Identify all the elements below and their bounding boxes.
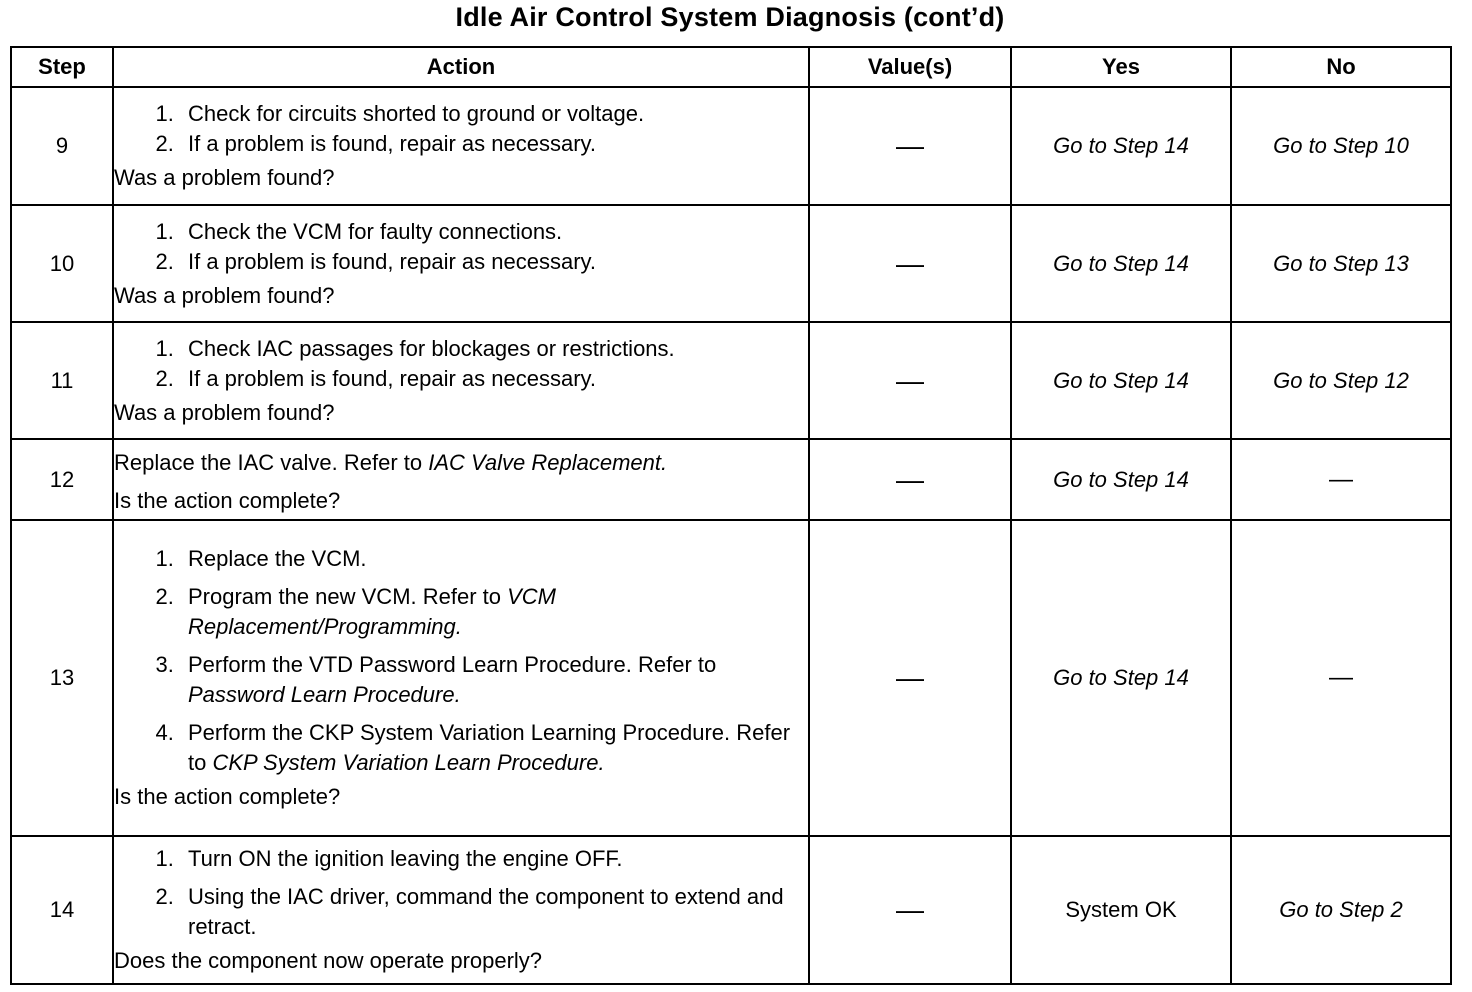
value-cell: —	[809, 836, 1011, 984]
no-cell: Go to Step 13	[1231, 205, 1451, 322]
action-cell	[113, 520, 809, 836]
action-item: 1. Turn ON the ignition leaving the engine OFF.	[180, 844, 808, 874]
reference-link: CKP System Variation Learn Procedure.	[212, 750, 605, 775]
action-item-text: Perform the VTD Password Learn Procedure. Refer to	[188, 652, 717, 677]
table-row	[11, 205, 1451, 322]
header-step: Step	[11, 47, 113, 87]
action-question: Is the action complete?	[114, 784, 341, 809]
action-item: 2. If a problem is found, repair as necessary.	[180, 129, 808, 159]
action-cell	[113, 836, 809, 984]
action-question: Was a problem found?	[114, 165, 335, 190]
yes-cell: Go to Step 14	[1011, 205, 1231, 322]
step-number: 11	[11, 322, 113, 439]
no-cell: Go to Step 10	[1231, 87, 1451, 205]
action-item: 2. If a problem is found, repair as necessary.	[180, 247, 808, 277]
action-cell	[113, 87, 809, 205]
action-list	[114, 217, 808, 277]
header-yes: Yes	[1011, 47, 1231, 87]
yes-cell: Go to Step 14	[1011, 322, 1231, 439]
reference-link: IAC Valve Replacement.	[428, 449, 668, 475]
action-item-text: Perform the CKP System Variation Learning Procedure. Refer to	[188, 720, 791, 775]
action-item-text: Program the new VCM. Refer to	[188, 584, 508, 609]
reference-link: Password Learn Procedure.	[188, 682, 461, 707]
no-cell: Go to Step 2	[1231, 836, 1451, 984]
action-question: Does the component now operate properly?	[114, 948, 543, 973]
no-cell: Go to Step 12	[1231, 322, 1451, 439]
step-number: 9	[11, 87, 113, 205]
table-row	[11, 836, 1451, 984]
yes-cell: Go to Step 14	[1011, 439, 1231, 520]
table-row	[11, 520, 1451, 836]
action-list	[114, 544, 808, 778]
action-list	[114, 99, 808, 159]
no-cell: —	[1231, 439, 1451, 520]
action-item	[180, 582, 808, 642]
action-cell	[113, 439, 809, 520]
step-number: 12	[11, 439, 113, 520]
no-cell: —	[1231, 520, 1451, 836]
action-question: Was a problem found?	[114, 282, 335, 308]
diagnosis-table	[10, 46, 1452, 985]
step-number: 13	[11, 520, 113, 836]
value-cell: —	[809, 520, 1011, 836]
header-action: Action	[113, 47, 809, 87]
value-cell: —	[809, 322, 1011, 439]
header-values: Value(s)	[809, 47, 1011, 87]
yes-cell: Go to Step 14	[1011, 87, 1231, 205]
action-item	[180, 718, 808, 778]
page-title: Idle Air Control System Diagnosis (cont’d)	[455, 2, 1005, 32]
table-row	[11, 322, 1451, 439]
yes-cell: System OK	[1011, 836, 1231, 984]
step-number: 14	[11, 836, 113, 984]
table-row	[11, 439, 1451, 520]
value-cell: —	[809, 439, 1011, 520]
step-number: 10	[11, 205, 113, 322]
action-item	[180, 650, 808, 710]
action-cell	[113, 322, 809, 439]
value-cell: —	[809, 205, 1011, 322]
header-row	[11, 47, 1451, 87]
action-question: Is the action complete?	[114, 487, 341, 513]
action-item: 1. Check for circuits shorted to ground or voltage.	[180, 99, 808, 129]
action-item: 1. Check IAC passages for blockages or restrictions.	[180, 334, 808, 364]
action-item: 2. If a problem is found, repair as necessary.	[180, 364, 808, 394]
header-no: No	[1231, 47, 1451, 87]
action-question: Was a problem found?	[114, 399, 335, 425]
yes-cell: Go to Step 14	[1011, 520, 1231, 836]
reference-link: VCM Replacement/Programming.	[188, 584, 557, 639]
action-item: 1. Check the VCM for faulty connections.	[180, 217, 808, 247]
action-list	[114, 844, 808, 942]
action-item: 2. Using the IAC driver, command the component to extend and retract.	[180, 882, 808, 942]
action-text	[114, 448, 808, 478]
action-item: 1. Replace the VCM.	[180, 544, 808, 574]
table-row	[11, 87, 1451, 205]
action-text-plain: Replace the IAC valve. Refer to	[114, 449, 429, 475]
action-cell	[113, 205, 809, 322]
value-cell: —	[809, 87, 1011, 205]
action-list	[114, 334, 808, 394]
